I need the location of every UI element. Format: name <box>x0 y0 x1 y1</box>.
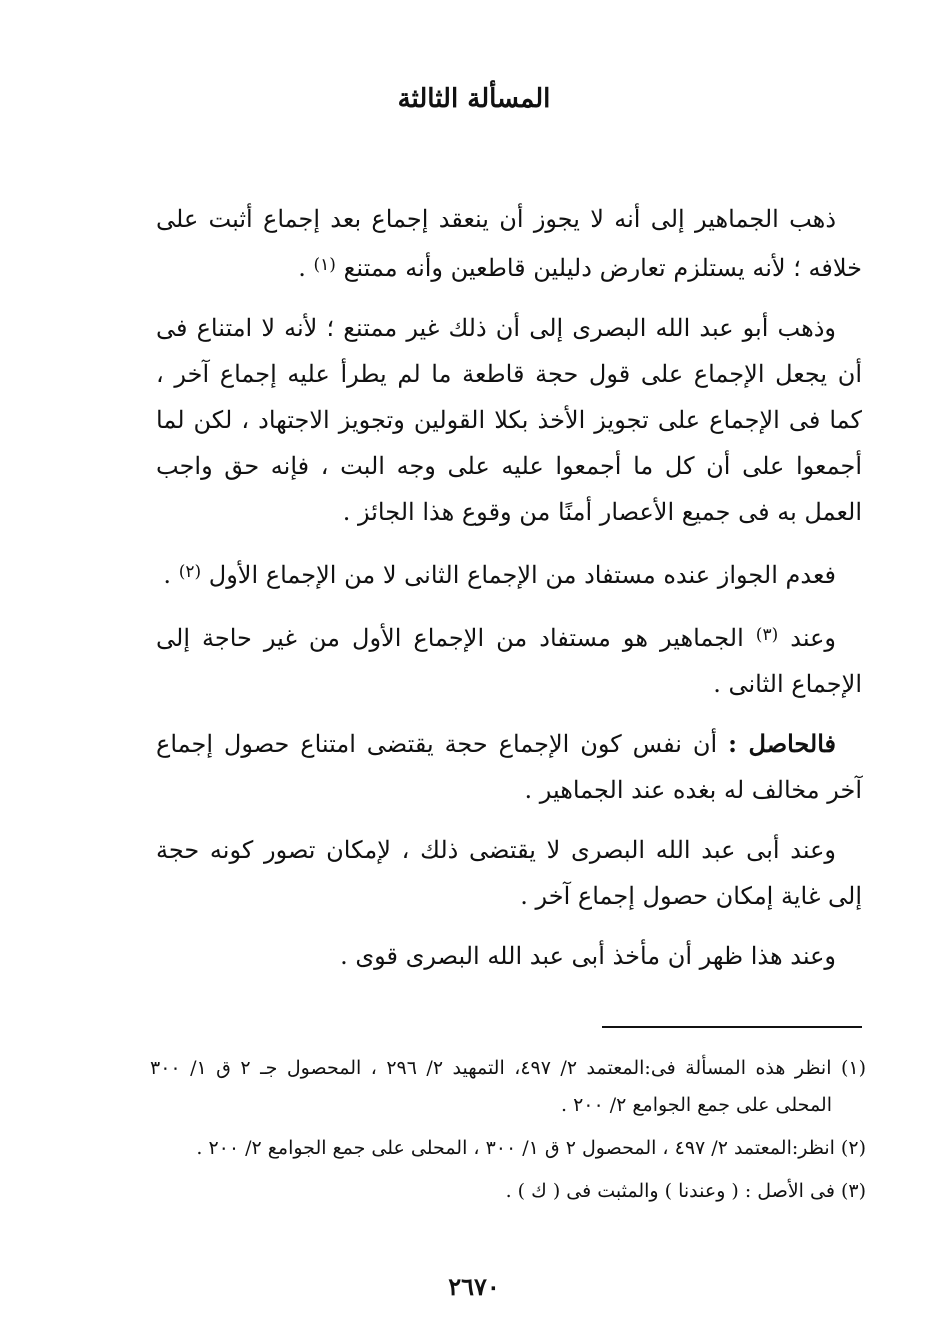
page-title: المسألة الثالثة <box>397 84 551 114</box>
footnote-3: (٣) فى الأصل : ( وعندنا ) والمثبت فى ( ك ) . <box>505 1180 866 1202</box>
paragraph-6 <box>156 827 862 919</box>
paragraph-4 <box>156 612 862 707</box>
paragraph-7-text: وعند هذا ظهر أن مأخذ أبى عبد الله البصرى قوى . <box>340 942 836 970</box>
paragraph-5 <box>156 721 862 813</box>
paragraph-7 <box>156 933 862 979</box>
footnotes <box>150 1050 866 1216</box>
paragraph-5-text: أن نفس كون الإجماع حجة يقتضى امتناع حصول إجماع آخر مخالف له بغده عند الجماهير . <box>156 730 862 804</box>
main-text <box>156 196 862 979</box>
footnote-ref-2: (٢) <box>178 562 202 582</box>
paragraph-4-lead: وعند <box>790 624 836 652</box>
footnote-1: (١) انظر هذه المسألة فى:المعتمد ٢/ ٤٩٧، التمهيد ٢/ ٢٩٦ ، المحصول جـ ٢ ق ١/ ٣٠٠ المحلى على جمع الجوامع ٢/ ٢٠٠ . <box>150 1057 866 1116</box>
page-number: ٢٦٧٠ <box>448 1272 500 1301</box>
footnote-ref-3: (٣) <box>755 625 779 645</box>
paragraph-1-text: ذهب الجماهير إلى أنه لا يجوز أن ينعقد إجماع بعد إجماع أثبت على خلافه ؛ لأنه يستلزم تعارض دليلين قاطعين وأنه ممتنع <box>156 205 862 282</box>
paragraph-3 <box>156 549 862 598</box>
footnote-ref-1: (١) <box>313 255 336 275</box>
footnote-divider <box>602 1026 862 1028</box>
paragraph-1-end: . <box>298 254 306 282</box>
paragraph-6-text: وعند أبى عبد الله البصرى لا يقتضى ذلك ، لإمكان تصور كونه حجة إلى غاية إمكان حصول إجماع آخر . <box>156 836 862 910</box>
paragraph-3-end: . <box>163 561 172 589</box>
conclusion-label: فالحاصل : <box>728 729 836 758</box>
paragraph-4-text: الجماهير هو مستفاد من الإجماع الأول من غير حاجة إلى الإجماع الثانى . <box>156 624 862 698</box>
paragraph-2 <box>156 305 862 535</box>
footnote-2: (٢) انظر:المعتمد ٢/ ٤٩٧ ، المحصول ٢ ق ١/ ٣٠٠ ، المحلى على جمع الجوامع ٢/ ٢٠٠ . <box>196 1137 866 1159</box>
paragraph-1 <box>156 196 862 291</box>
paragraph-2-text: وذهب أبو عبد الله البصرى إلى أن ذلك غير ممتنع ؛ لأنه لا امتناع فى أن يجعل الإجماع على قول حجة قاطعة ما لم يطرأ عليه إجماع آخر ، كما فى الإجماع على تجويز الأخذ بكلا القولين وتجويز الاجتهاد ، لكن لما أجمعوا على أن كل ما أجمعوا عليه على وجه البت ، فإنه حق واجب العمل به فى جميع الأعصار أمنًا من وقوع هذا الجائز . <box>156 314 862 526</box>
paragraph-3-text: فعدم الجواز عنده مستفاد من الإجماع الثانى لا من الإجماع الأول <box>208 561 836 589</box>
